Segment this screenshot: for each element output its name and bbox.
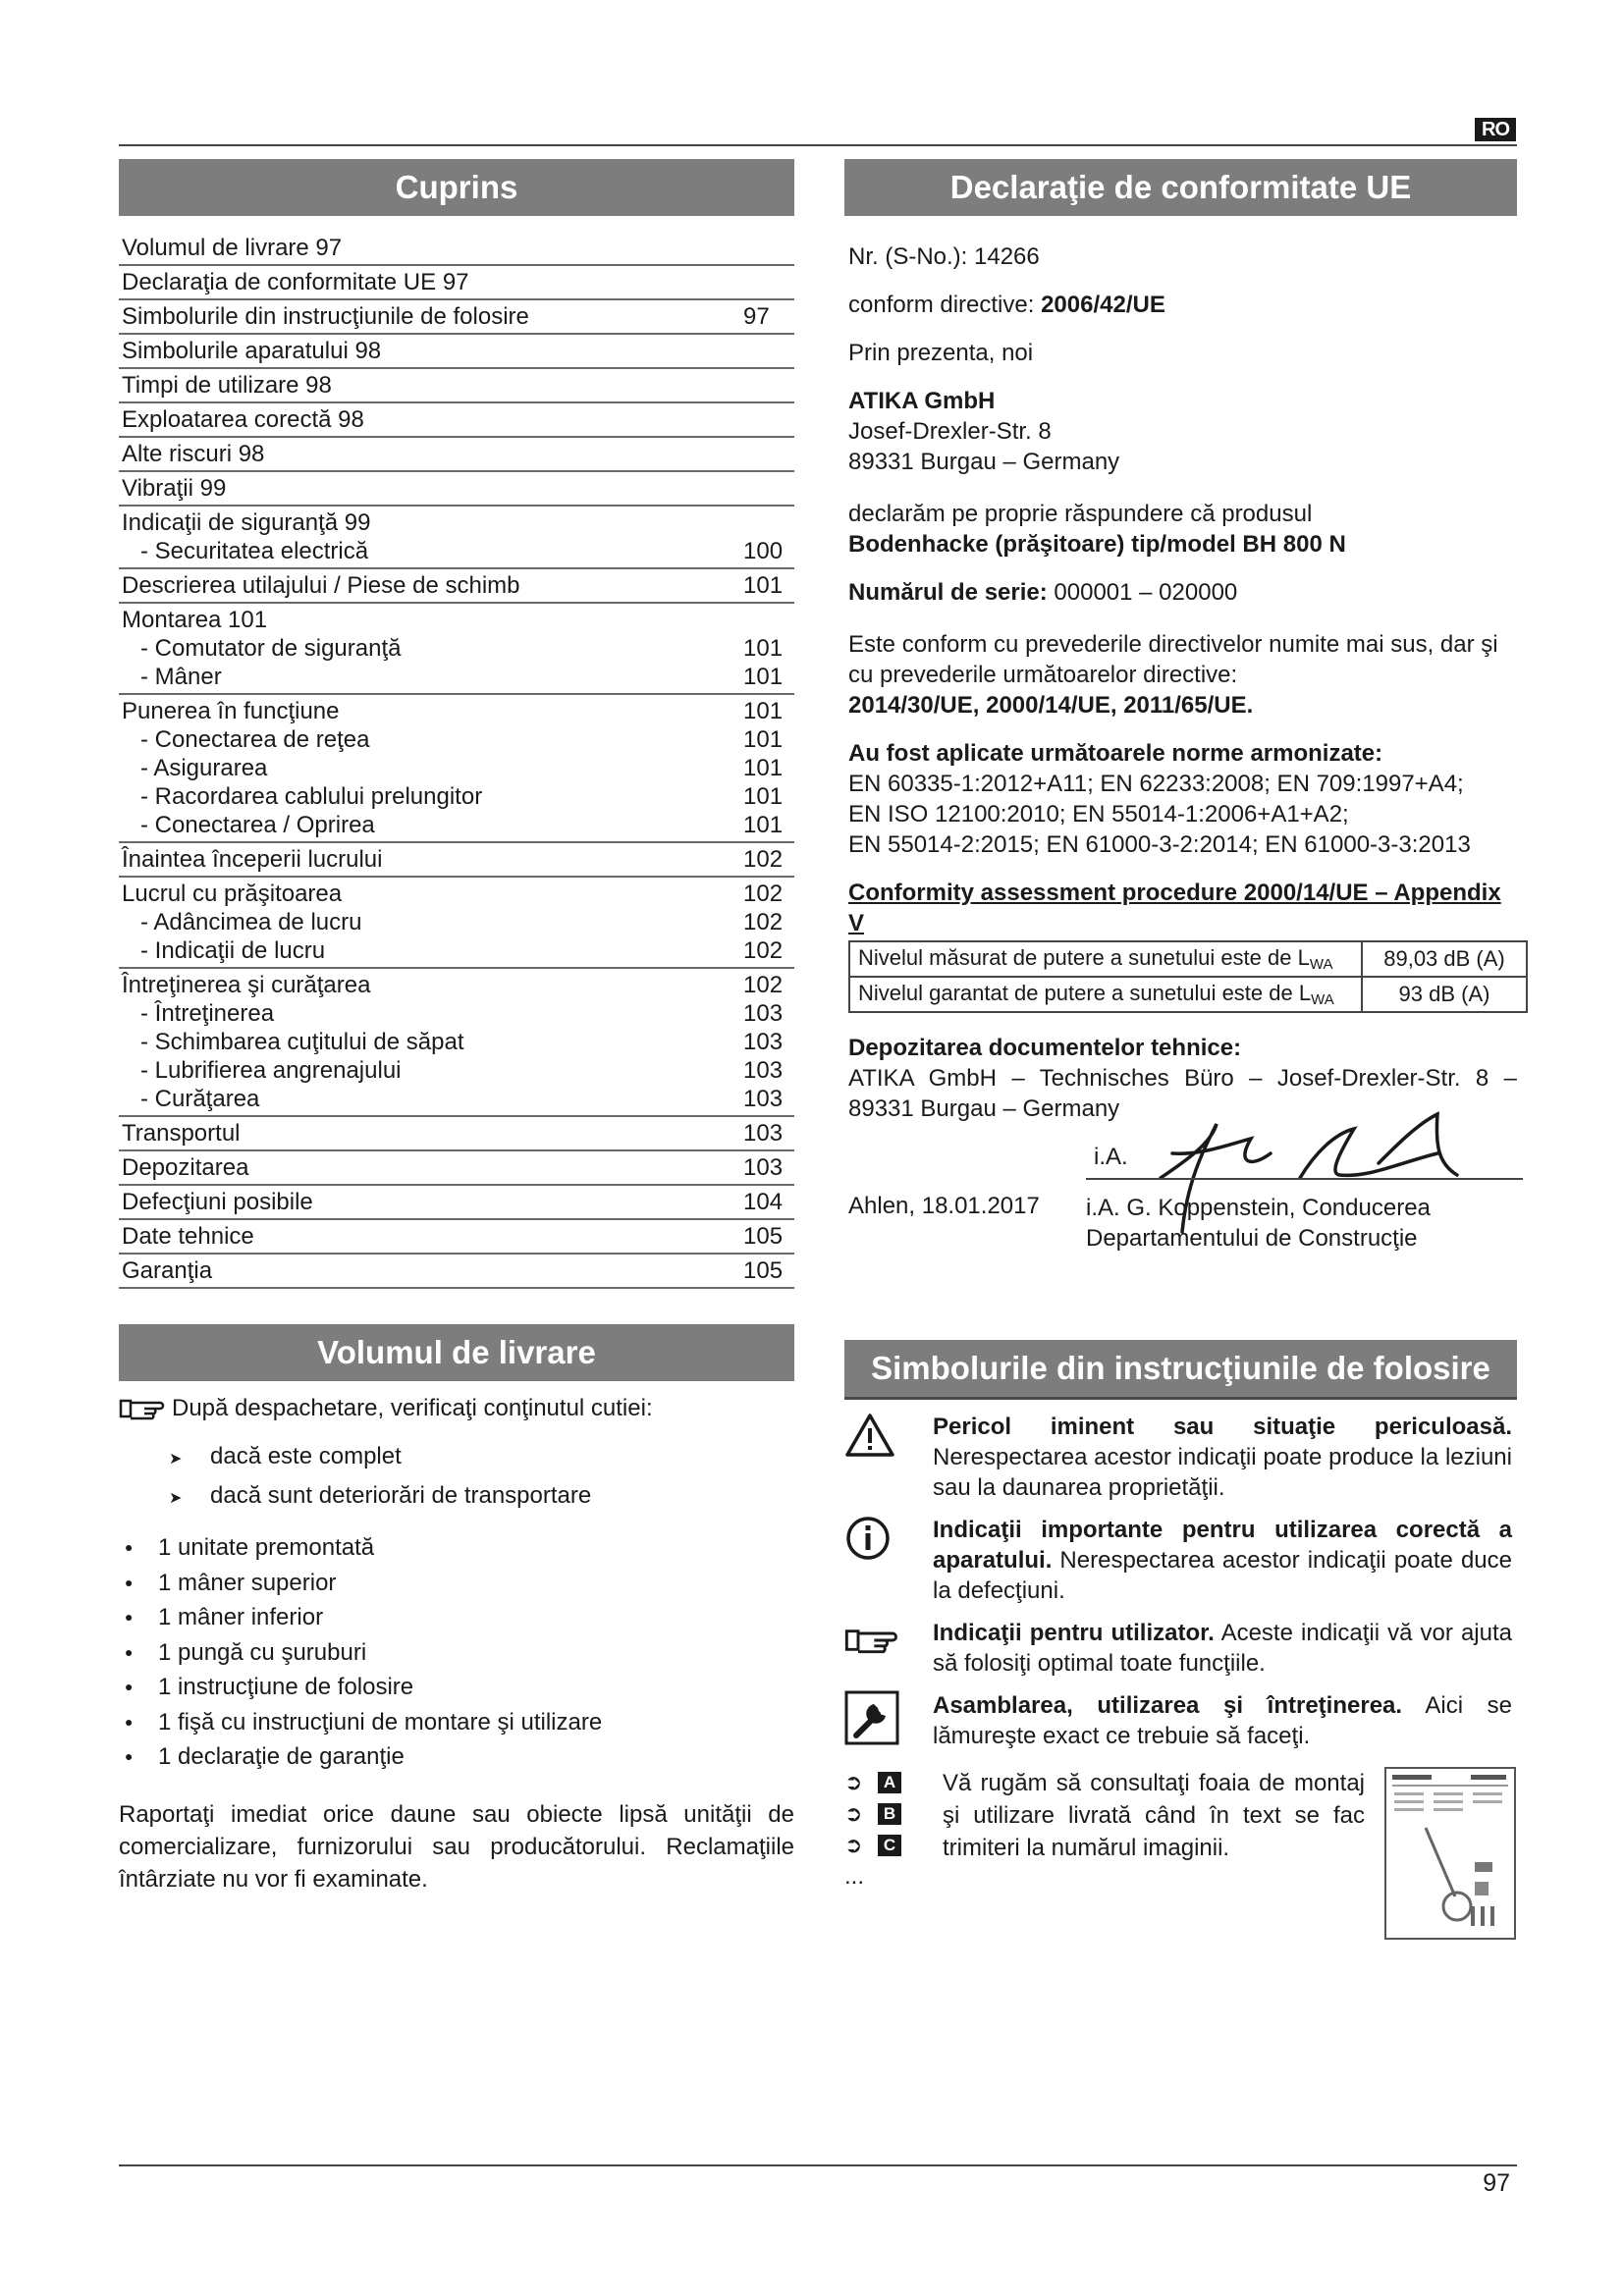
conform-text: Este conform cu prevederile directivelor numite mai sus, dar şi cu prevederile următoarelor directive: (848, 631, 1498, 688)
toc-page (743, 268, 794, 296)
company-name: ATIKA GmbH (848, 388, 996, 414)
arrow-bullet-icon: ➤ (169, 1490, 183, 1507)
company-city: 89331 Burgau – Germany (848, 449, 1120, 475)
serial-range-line: Numărul de serie: 000001 – 020000 (848, 579, 1238, 606)
toc-title: - Schimbarea cuţitului de săpat (140, 1029, 464, 1055)
toc-title: Înaintea începerii lucrului (122, 846, 383, 873)
toc-subentry (122, 811, 794, 839)
toc-title: Lucrul cu prăşitoarea (122, 881, 343, 907)
toc-title: Timpi de utilizare 98 (122, 372, 332, 399)
toc-subentry (122, 1056, 794, 1085)
symbols-section (844, 1340, 1517, 1940)
toc-row (122, 337, 794, 365)
toc-title: Indicaţii de siguranţă 99 (122, 509, 371, 536)
toc-row (122, 697, 794, 725)
serial-no: Nr. (S-No.): 14266 (848, 243, 1040, 270)
docs-heading: Depozitarea documentelor tehnice: (848, 1035, 1242, 1061)
ref-label: B (878, 1803, 901, 1825)
toc-entry (119, 266, 794, 300)
list-item: ● 1 declaraţie de garanţie (125, 1743, 405, 1770)
toc-entry (119, 1151, 794, 1186)
symbol-item: Asamblarea, utilizarea şi întreţinerea. Aici se lămureşte exact ce trebuie să faceţi. (844, 1690, 1517, 1751)
toc-page (743, 371, 794, 400)
toc-title: Transportul (122, 1120, 241, 1147)
symbol-item: Indicaţii importante pentru utilizarea corectă a aparatului. Nerespectarea acestor indicaţii poate duce la defecţiuni. (844, 1515, 1517, 1606)
toc-row (122, 302, 794, 331)
top-divider (119, 144, 1517, 146)
image-reference-text: Vă rugăm să consultaţi foaia de montaj şi utilizare livrată când în text se fac trimiteri la numărul imaginii. (943, 1770, 1365, 1861)
toc-page: 101 (743, 664, 784, 690)
list-item: ➤ dacă sunt deteriorări de transportare (169, 1477, 794, 1517)
toc-subentry (122, 999, 794, 1028)
toc-page (743, 337, 794, 365)
toc-page: 103 (743, 1120, 784, 1147)
toc-heading: Cuprins (119, 159, 794, 216)
toc-page: 102 (743, 909, 784, 935)
norms-line: EN ISO 12100:2010; EN 55014-1:2006+A1+A2; (848, 801, 1349, 828)
signature-area (848, 1124, 1517, 1310)
declaration-intro: Prin prezenta, noi (848, 340, 1034, 366)
symbol-item: Pericol iminent sau situaţie periculoasă. Nerespectarea acestor indicaţii poate produce la leziuni sau la daunarea proprietăţii. (844, 1412, 1517, 1503)
toc-title: - Indicaţii de lucru (140, 937, 326, 964)
assessment-procedure: Conformity assessment procedure 2000/14/UE – Appendix V (848, 880, 1501, 936)
image-reference-markers (844, 1767, 943, 1940)
toc-row (122, 268, 794, 296)
docs-text: ATIKA GmbH – Technisches Büro – Josef-Drexler-Str. 8 – 89331 Burgau – Germany (848, 1065, 1517, 1122)
declaration-heading: Declaraţie de conformitate UE (844, 159, 1517, 216)
toc-page: 102 (743, 846, 784, 873)
pointing-hand-icon (119, 1395, 166, 1422)
arrow-right-icon: ➲ (844, 1801, 863, 1826)
toc-page (743, 405, 794, 434)
ref-ellipsis: ... (844, 1863, 865, 1890)
list-item: ● 1 fişă cu instrucţiuni de montare şi utilizare (125, 1708, 603, 1735)
toc-entry (119, 1255, 794, 1289)
toc-entry (119, 843, 794, 878)
toc-entry (119, 232, 794, 266)
list-item: ● 1 pungă cu şuruburi (125, 1638, 367, 1666)
delivery-section (119, 1324, 794, 1896)
assembly-sheet-thumbnail (1384, 1767, 1516, 1940)
toc-page (743, 234, 794, 262)
arrow-right-icon: ➲ (844, 1833, 863, 1857)
toc-entry (119, 438, 794, 472)
norms-line: EN 55014-2:2015; EN 61000-3-2:2014; EN 61000-3-3:2013 (848, 831, 1471, 858)
arrow-right-icon: ➲ (844, 1770, 863, 1794)
toc-page (743, 440, 794, 468)
toc-row (122, 880, 794, 908)
toc-page: 101 (743, 755, 784, 781)
toc-subentry (122, 634, 794, 663)
toc-entry (119, 300, 794, 335)
toc-subentry (122, 725, 794, 754)
toc-title: Vibraţii 99 (122, 475, 227, 502)
toc-page: 101 (743, 783, 784, 810)
toc-title: Simbolurile din instrucţiunile de folosire (122, 303, 529, 330)
toc-page: 101 (743, 726, 784, 753)
delivery-intro-text: După despachetare, verificaţi conţinutul cutiei: (172, 1395, 653, 1421)
delivery-items (119, 1530, 794, 1775)
toc-title: - Mâner (140, 664, 222, 690)
toc-title: Declaraţia de conformitate UE 97 (122, 269, 469, 295)
toc-title: Montarea 101 (122, 607, 268, 633)
ref-label: C (878, 1835, 901, 1856)
toc-page: 103 (743, 1154, 784, 1181)
toc-title: Întreţinerea şi curăţarea (122, 972, 371, 998)
toc-title: Volumul de livrare 97 (122, 235, 343, 261)
toc-title: - Comutator de siguranţă (140, 635, 402, 662)
toc-row (122, 474, 794, 503)
toc-page (743, 474, 794, 503)
ref-label: A (878, 1772, 901, 1793)
toc-title: - Lubrifierea angrenajului (140, 1057, 402, 1084)
right-column (844, 159, 1517, 1940)
toc-row (122, 405, 794, 434)
product-name: Bodenhacke (prăşitoare) tip/model BH 800 N (848, 531, 1346, 558)
signature-ia: i.A. (1094, 1144, 1128, 1170)
list-item: ● 1 mâner inferior (125, 1604, 324, 1630)
toc-title: - Conectarea / Oprirea (140, 812, 375, 838)
directives-list: 2014/30/UE, 2000/14/UE, 2011/65/UE. (848, 692, 1254, 719)
toc-title: - Securitatea electrică (140, 538, 369, 564)
left-column (119, 159, 794, 1919)
toc-subentry (122, 1028, 794, 1056)
arrow-bullet-icon: ➤ (169, 1451, 183, 1468)
table-cell: 93 dB (A) (1362, 977, 1527, 1012)
list-item: ● 1 mâner superior (125, 1569, 337, 1596)
image-reference-block (844, 1767, 1517, 1940)
toc-page: 102 (743, 881, 784, 907)
norms-line: EN 60335-1:2012+A11; EN 62233:2008; EN 709:1997+A4; (848, 771, 1464, 797)
toc-title: Exploatarea corectă 98 (122, 406, 364, 433)
pointing-hand-icon (844, 1624, 899, 1657)
toc-entry (119, 1186, 794, 1220)
toc-title: Date tehnice (122, 1223, 254, 1250)
page-number: 97 (1483, 2169, 1510, 2197)
toc-row (122, 1153, 794, 1182)
toc-subentry (122, 782, 794, 811)
toc-entry (119, 695, 794, 843)
toc-page: 97 (743, 303, 770, 330)
table-cell: 89,03 dB (A) (1362, 941, 1527, 977)
toc-title: - Racordarea cablului prelungitor (140, 783, 483, 810)
sound-level-table (848, 940, 1528, 1013)
toc-page: 103 (743, 1086, 784, 1112)
toc-row (122, 571, 794, 600)
toc-page (743, 606, 794, 634)
symbol-item: Indicaţii pentru utilizator. Aceste indicaţii vă vor ajuta să folosiţi optimal toate funcţiile. (844, 1618, 1517, 1679)
toc-row (122, 508, 794, 537)
warning-icon (844, 1412, 895, 1459)
toc-row (122, 1119, 794, 1148)
toc-page: 103 (743, 1057, 784, 1084)
toc-title: Descrierea utilajului / Piese de schimb (122, 572, 520, 599)
signer: i.A. G. Koppenstein, Conducerea Departamentului de Construcţie (1086, 1195, 1431, 1252)
toc-entry (119, 604, 794, 695)
symbols-heading: Simbolurile din instrucţiunile de folosire (844, 1340, 1517, 1400)
toc-page: 102 (743, 937, 784, 964)
toc-row (122, 845, 794, 874)
toc-entry (119, 472, 794, 507)
toc-row (122, 371, 794, 400)
toc-entry (119, 969, 794, 1117)
toc-page: 100 (743, 538, 784, 564)
toc-row (122, 1222, 794, 1251)
toc-row (122, 1188, 794, 1216)
toc-title: Alte riscuri 98 (122, 441, 265, 467)
signature-line (1086, 1178, 1523, 1180)
delivery-heading: Volumul de livrare (119, 1324, 794, 1381)
toc-page: 101 (743, 812, 784, 838)
toc-page: 105 (743, 1257, 784, 1284)
toc-entry (119, 569, 794, 604)
toc-title: - Conectarea de reţea (140, 726, 370, 753)
table-of-contents (119, 232, 794, 1289)
toc-entry (119, 878, 794, 969)
toc-row (122, 971, 794, 999)
toc-title: - Adâncimea de lucru (140, 909, 362, 935)
delivery-note: Raportaţi imediat orice daune sau obiecte lipsă unităţii de comercializare, furnizorului sau producătorului. Reclamaţiile întârziate nu vor fi examinate. (119, 1800, 794, 1893)
toc-entry (119, 403, 794, 438)
toc-page (743, 508, 794, 537)
toc-entry (119, 369, 794, 403)
table-cell: Nivelul garantat de putere a sunetului este de LWA (849, 977, 1362, 1012)
language-badge: RO (1475, 118, 1516, 141)
info-icon (844, 1515, 892, 1562)
delivery-checks (119, 1438, 794, 1517)
table-row (849, 941, 1527, 977)
toc-subentry (122, 936, 794, 965)
toc-page: 102 (743, 972, 784, 998)
norms-heading: Au fost aplicate următoarele norme armonizate: (848, 740, 1383, 767)
list-item: ● 1 unitate premontată (125, 1534, 375, 1561)
toc-title: Punerea în funcţiune (122, 698, 340, 724)
toc-title: - Întreţinerea (140, 1000, 275, 1027)
list-item: ➤ dacă este complet (169, 1438, 794, 1477)
toc-title: Defecţiuni posibile (122, 1189, 313, 1215)
company-street: Josef-Drexler-Str. 8 (848, 418, 1052, 445)
toc-entry (119, 335, 794, 369)
toc-page: 104 (743, 1189, 784, 1215)
toc-page: 101 (743, 572, 784, 599)
bottom-divider (119, 2164, 1517, 2166)
toc-row (122, 440, 794, 468)
toc-page: 103 (743, 1000, 784, 1027)
toc-subentry (122, 663, 794, 691)
toc-entry (119, 1117, 794, 1151)
wrench-icon (844, 1690, 899, 1745)
toc-subentry (122, 908, 794, 936)
toc-page: 101 (743, 698, 784, 724)
directive-line: conform directive: 2006/42/UE (848, 292, 1165, 318)
toc-title: - Asigurarea (140, 755, 268, 781)
declaration-body (844, 241, 1517, 1310)
table-cell: Nivelul măsurat de putere a sunetului este de LWA (849, 941, 1362, 977)
delivery-intro (119, 1395, 794, 1422)
toc-title: Garanţia (122, 1257, 213, 1284)
declare-text: declarăm pe proprie răspundere că produsul (848, 501, 1313, 527)
toc-row (122, 606, 794, 634)
toc-subentry (122, 1085, 794, 1113)
toc-subentry (122, 537, 794, 565)
table-row (849, 977, 1527, 1012)
place-date: Ahlen, 18.01.2017 (848, 1193, 1040, 1219)
toc-title: Simbolurile aparatului 98 (122, 338, 382, 364)
toc-entry (119, 1220, 794, 1255)
toc-title: Depozitarea (122, 1154, 249, 1181)
toc-page: 105 (743, 1223, 784, 1250)
toc-row (122, 234, 794, 262)
toc-entry (119, 507, 794, 569)
toc-page: 103 (743, 1029, 784, 1055)
toc-subentry (122, 754, 794, 782)
toc-title: - Curăţarea (140, 1086, 260, 1112)
toc-row (122, 1256, 794, 1285)
toc-page: 101 (743, 635, 784, 662)
list-item: ● 1 instrucţiune de folosire (125, 1674, 414, 1700)
